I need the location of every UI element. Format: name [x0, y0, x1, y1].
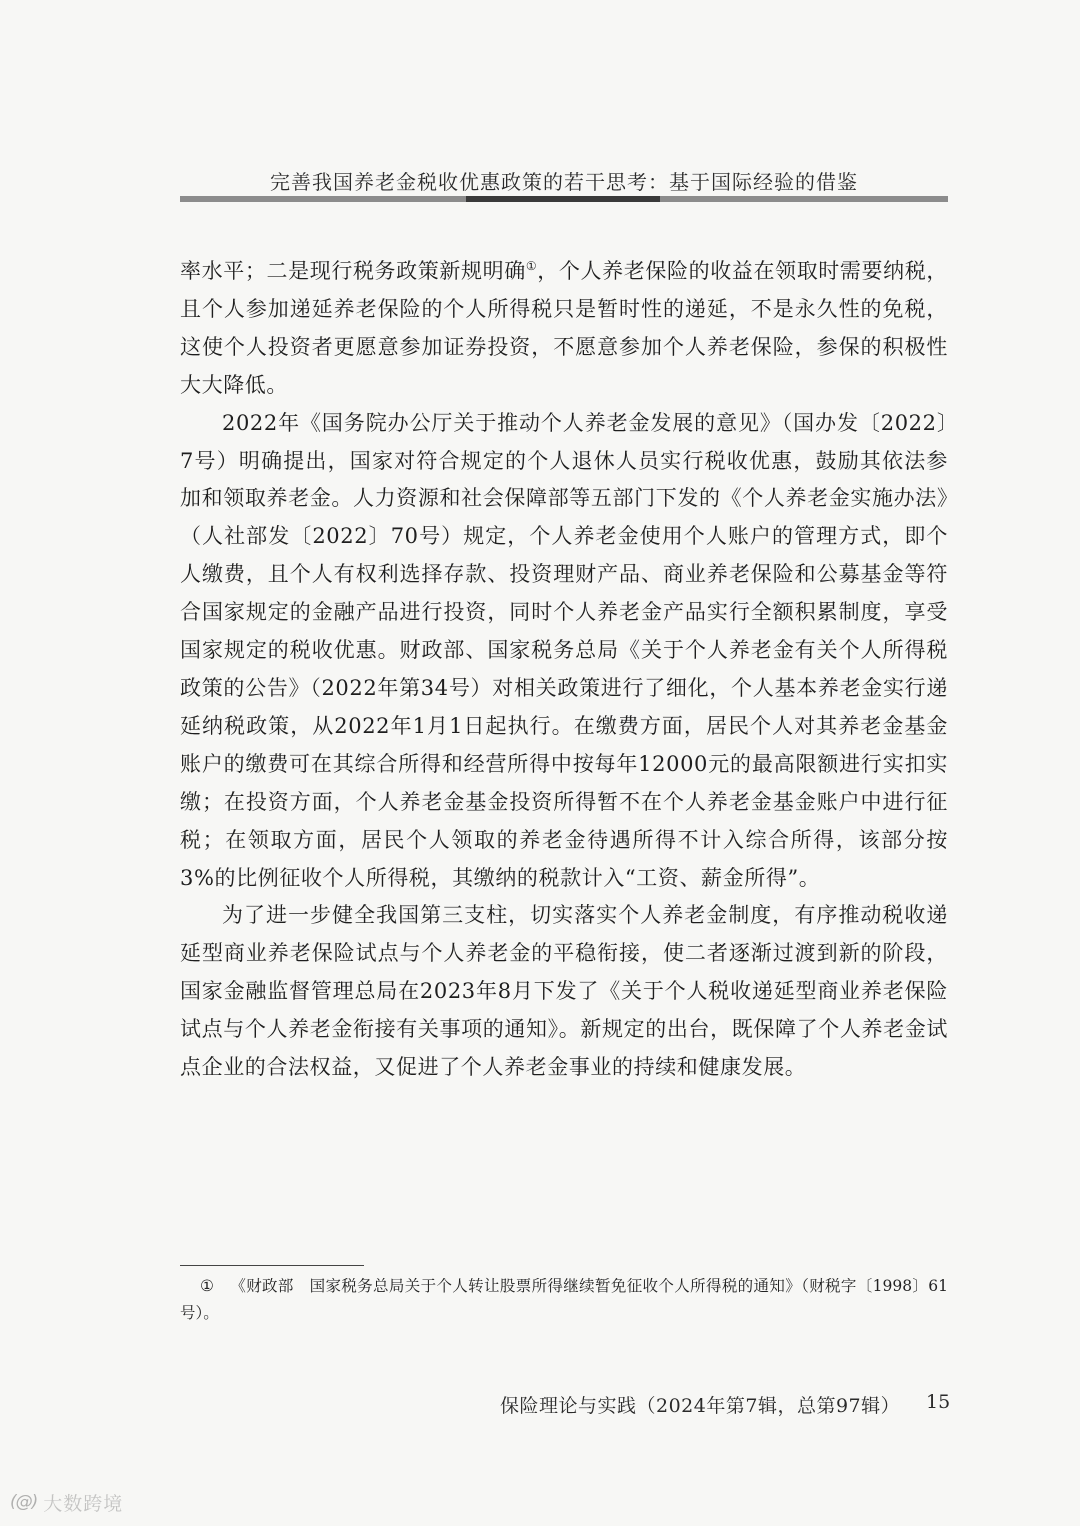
paragraph-1-part-2: ，个人养老保险的收益在领取时需要纳税，且个人参加递延养老保险的个人所得税只是暂时性的递延，不是永久性的免税，这使个人投资者更愿意参加证券投资，不愿意参加个人养老保险，参保的积极性大大降低。 [180, 259, 949, 397]
running-title: 完善我国养老金税收优惠政策的若干思考：基于国际经验的借鉴 [270, 170, 858, 194]
paragraph-2: 2022年《国务院办公厅关于推动个人养老金发展的意见》（国办发〔2022〕7号）明确提出，国家对符合规定的个人退休人员实行税收优惠，鼓励其依法参加和领取养老金。人力资源和社会保障部等五部门下发的《个人养老金实施办法》（人社部发〔2022〕70号）规定，个人养老金使用个人账户的管理方式，即个人缴费，且个人有权利选择存款、投资理财产品、商业养老保险和公募基金等符合国家规定的金融产品进行投资，同时个人养老金产品实行全额积累制度，享受国家规定的税收优惠。财政部、国家税务总局《关于个人养老金有关个人所得税政策的公告》（2022年第34号）对相关政策进行了细化，个人基本养老金实行递延纳税政策，从2022年1月1日起执行。在缴费方面，居民个人对其养老金基金账户的缴费可在其综合所得和经营所得中按每年12000元的最高限额进行实扣实缴；在投资方面，个人养老金基金投资所得暂不在个人养老金基金账户中进行征税；在领取方面，居民个人领取的养老金待遇所得不计入综合所得，该部分按3%的比例征收个人所得税，其缴纳的税款计入“工资、薪金所得”。 [180, 410, 948, 890]
watermark-logo: (@) [10, 1492, 38, 1512]
page-number: 15 [926, 1391, 951, 1413]
footnote [180, 1273, 948, 1327]
body-text [180, 253, 948, 1087]
header-rule [180, 196, 948, 202]
paragraph-1-part-1: 率水平；二是现行税务政策新规明确 [180, 259, 526, 283]
footnote-number: ① [200, 1277, 214, 1295]
header-rule-accent [466, 196, 660, 202]
watermark-brand: 大数跨境 [43, 1492, 124, 1515]
paragraph-3: 为了进一步健全我国第三支柱，切实落实个人养老金制度，有序推动税收递延型商业养老保险试点与个人养老金的平稳衔接，使二者逐渐过渡到新的阶段，国家金融监督管理总局在2023年8月下发了《关于个人税收递延型商业养老保险试点与个人养老金衔接有关事项的通知》。新规定的出台，既保障了个人养老金试点企业的合法权益，又促进了个人养老金事业的持续和健康发展。 [180, 903, 948, 1080]
footnote-rule [180, 1265, 364, 1266]
footnote-reference[interactable]: ① [525, 259, 538, 273]
watermark [10, 1488, 123, 1516]
paragraph-1 [180, 253, 948, 405]
footnote-text: 《财政部 国家税务总局关于个人转让股票所得继续暂免征收个人所得税的通知》（财税字〔1998〕61号）。 [180, 1277, 948, 1322]
journal-citation: 保险理论与实践（2024年第7辑，总第97辑） [500, 1395, 901, 1417]
